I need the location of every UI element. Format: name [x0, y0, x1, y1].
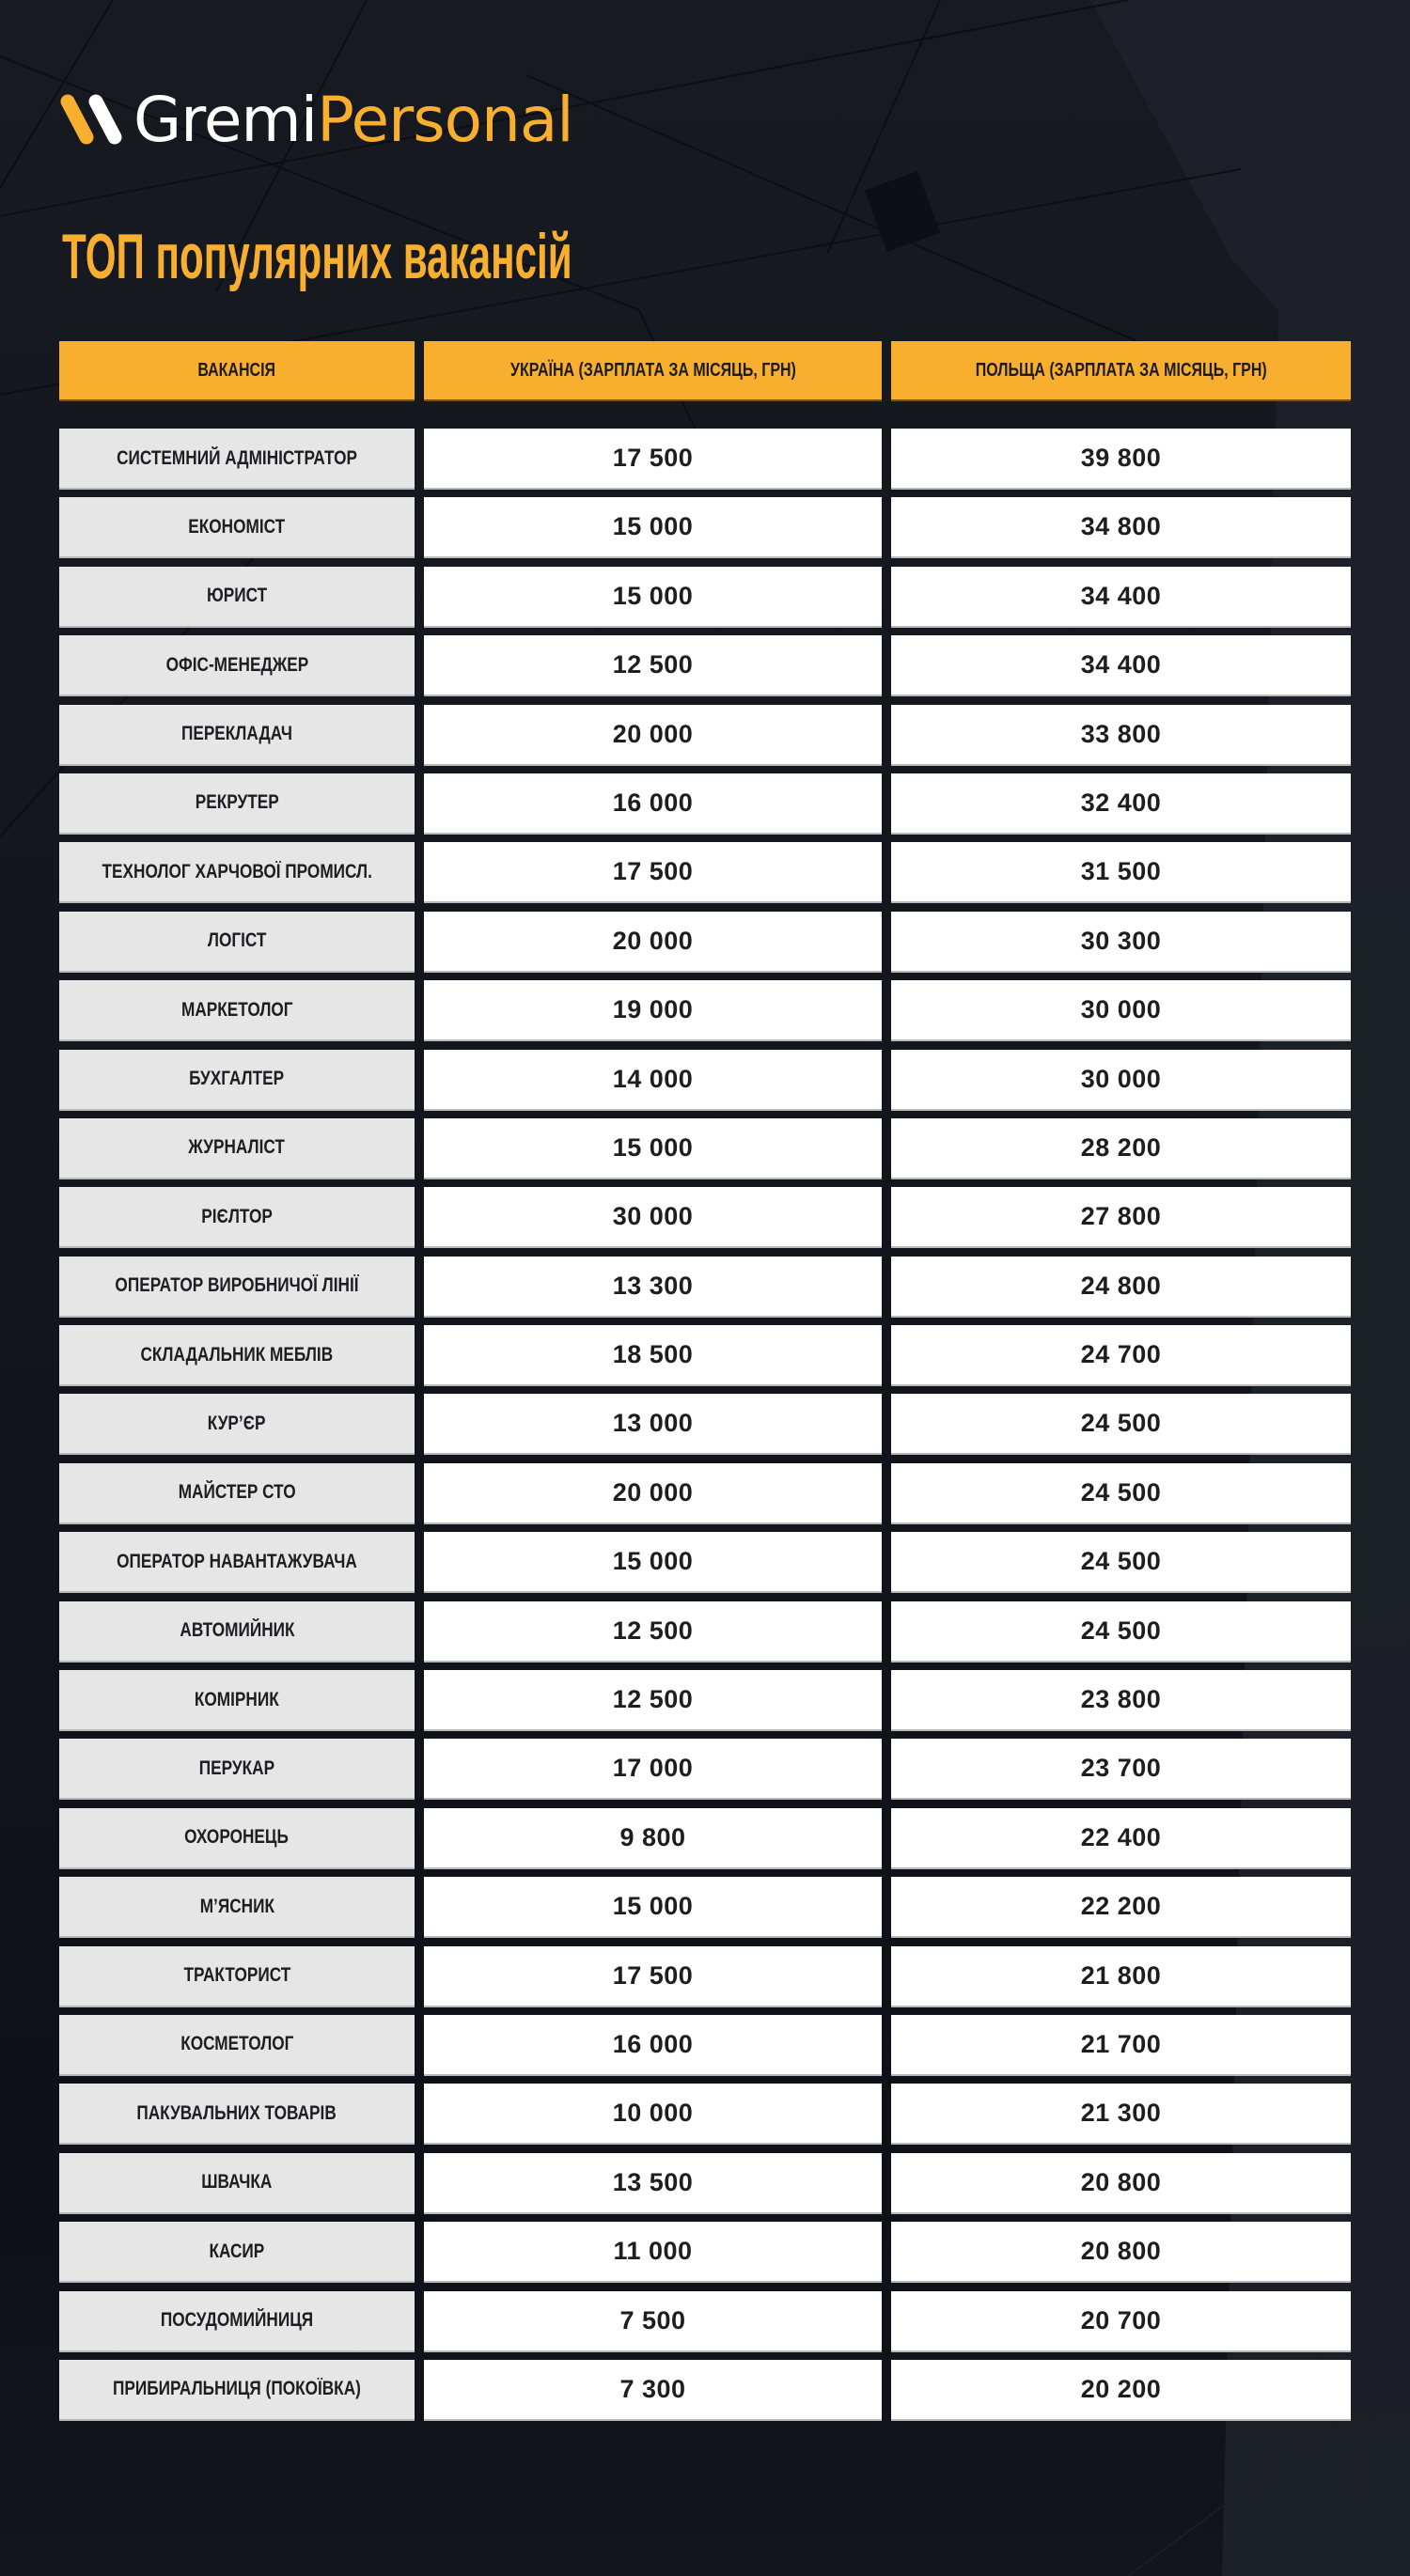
poland-salary-cell: 31 500: [891, 842, 1351, 903]
ukraine-salary-cell: 17 500: [424, 1946, 882, 2007]
poland-salary-cell: 34 400: [891, 567, 1351, 628]
table-row: [59, 429, 1351, 490]
poland-salary-cell: 24 500: [891, 1394, 1351, 1455]
table-row: [59, 1877, 1351, 1938]
table-row: [59, 1946, 1351, 2007]
table-row: [59, 773, 1351, 835]
vacancy-label: РЕКРУТЕР: [195, 791, 279, 814]
table-row: [59, 1739, 1351, 1800]
ukraine-salary-cell: 13 300: [424, 1257, 882, 1318]
brand-name-personal: Personal: [317, 84, 573, 156]
poland-salary-cell: 20 800: [891, 2153, 1351, 2214]
poland-salary-cell: 39 800: [891, 429, 1351, 490]
vacancy-label: ОХОРОНЕЦЬ: [184, 1826, 290, 1849]
poland-salary-cell: 32 400: [891, 773, 1351, 835]
table-row: [59, 980, 1351, 1041]
vacancy-label: ПОСУДОМИЙНИЦЯ: [160, 2309, 314, 2332]
vacancy-cell: [59, 1877, 415, 1938]
vacancy-cell: [59, 1601, 415, 1663]
ukraine-salary-cell: 20 000: [424, 1463, 882, 1524]
salary-table: [59, 341, 1351, 2428]
header-vacancy: ВАКАНСІЯ: [59, 341, 415, 399]
vacancy-cell: [59, 1187, 415, 1248]
vacancy-cell: [59, 497, 415, 558]
ukraine-salary-cell: 7 300: [424, 2360, 882, 2421]
double-slash-logo-icon: [56, 90, 132, 150]
table-row: [59, 2291, 1351, 2352]
ukraine-salary-cell: 15 000: [424, 1532, 882, 1593]
ukraine-salary-cell: 16 000: [424, 2015, 882, 2076]
header-ukraine: УКРАЇНА (ЗАРПЛАТА ЗА МІСЯЦЬ, ГРН): [424, 341, 882, 399]
vacancy-label: ЛОГІСТ: [207, 929, 267, 952]
table-row: [59, 1187, 1351, 1248]
vacancy-cell: [59, 705, 415, 766]
vacancy-cell: [59, 1463, 415, 1524]
table-row: [59, 1394, 1351, 1455]
ukraine-salary-cell: 14 000: [424, 1050, 882, 1111]
poland-salary-cell: 30 000: [891, 980, 1351, 1041]
table-row: [59, 1670, 1351, 1731]
vacancy-label: ОПЕРАТОР ВИРОБНИЧОЇ ЛІНІЇ: [115, 1274, 359, 1297]
ukraine-salary-cell: 13 000: [424, 1394, 882, 1455]
table-row: [59, 2084, 1351, 2145]
vacancy-label: СИСТЕМНИЙ АДМІНІСТРАТОР: [117, 446, 357, 469]
vacancy-cell: [59, 1670, 415, 1731]
vacancy-label: ПЕРЕКЛАДАЧ: [180, 723, 293, 745]
vacancy-cell: [59, 1532, 415, 1593]
table-row: [59, 635, 1351, 696]
vacancy-cell: [59, 773, 415, 835]
ukraine-salary-cell: 9 800: [424, 1808, 882, 1869]
ukraine-salary-cell: 18 500: [424, 1325, 882, 1386]
ukraine-salary-cell: 16 000: [424, 773, 882, 835]
vacancy-label: М’ЯСНИК: [199, 1895, 274, 1917]
table-header: [59, 341, 1351, 399]
vacancy-label: АВТОМИЙНИК: [179, 1619, 295, 1642]
vacancy-cell: [59, 1394, 415, 1455]
table-row: [59, 2015, 1351, 2076]
ukraine-salary-cell: 20 000: [424, 705, 882, 766]
ukraine-salary-cell: 17 500: [424, 429, 882, 490]
table-row: [59, 497, 1351, 558]
vacancy-label: БУХГАЛТЕР: [189, 1068, 285, 1090]
table-row: [59, 1463, 1351, 1524]
table-row: [59, 1325, 1351, 1386]
poland-salary-cell: 28 200: [891, 1118, 1351, 1179]
vacancy-cell: [59, 567, 415, 628]
table-row: [59, 1601, 1351, 1663]
poland-salary-cell: 22 200: [891, 1877, 1351, 1938]
table-row: [59, 912, 1351, 973]
ukraine-salary-cell: 15 000: [424, 567, 882, 628]
poland-salary-cell: 33 800: [891, 705, 1351, 766]
poland-salary-cell: 34 400: [891, 635, 1351, 696]
vacancy-cell: [59, 1808, 415, 1869]
ukraine-salary-cell: 17 000: [424, 1739, 882, 1800]
vacancy-label: ПЕРУКАР: [198, 1756, 275, 1779]
table-row: [59, 1808, 1351, 1869]
vacancy-label: ОФІС-МЕНЕДЖЕР: [165, 653, 308, 676]
ukraine-salary-cell: 12 500: [424, 1670, 882, 1731]
vacancy-label: ТЕХНОЛОГ ХАРЧОВОЇ ПРОМИСЛ.: [102, 860, 372, 882]
vacancy-cell: [59, 1946, 415, 2007]
ukraine-salary-cell: 15 000: [424, 1877, 882, 1938]
vacancy-cell: [59, 2015, 415, 2076]
vacancy-label: МАЙСТЕР СТО: [178, 1481, 296, 1504]
ukraine-salary-cell: 15 000: [424, 497, 882, 558]
vacancy-label: МАРКЕТОЛОГ: [180, 998, 293, 1021]
vacancy-label: РІЄЛТОР: [201, 1205, 273, 1227]
poland-salary-cell: 23 700: [891, 1739, 1351, 1800]
poland-salary-cell: 34 800: [891, 497, 1351, 558]
ukraine-salary-cell: 12 500: [424, 635, 882, 696]
poland-salary-cell: 21 700: [891, 2015, 1351, 2076]
ukraine-salary-cell: 20 000: [424, 912, 882, 973]
page-title: ТОП популярних вакансій: [62, 221, 572, 292]
vacancy-label: ШВАЧКА: [201, 2171, 273, 2194]
vacancy-cell: [59, 1257, 415, 1318]
table-row: [59, 567, 1351, 628]
poland-salary-cell: 24 500: [891, 1532, 1351, 1593]
ukraine-salary-cell: 11 000: [424, 2222, 882, 2283]
ukraine-salary-cell: 10 000: [424, 2084, 882, 2145]
ukraine-salary-cell: 7 500: [424, 2291, 882, 2352]
table-row: [59, 842, 1351, 903]
vacancy-label: КУР’ЄР: [208, 1412, 266, 1434]
vacancy-label: КОСМЕТОЛОГ: [180, 2033, 294, 2055]
poland-salary-cell: 24 500: [891, 1463, 1351, 1524]
vacancy-label: ЮРИСТ: [206, 585, 268, 607]
vacancy-cell: [59, 635, 415, 696]
ukraine-salary-cell: 30 000: [424, 1187, 882, 1248]
ukraine-salary-cell: 15 000: [424, 1118, 882, 1179]
table-body: [59, 429, 1351, 2421]
vacancy-label: СКЛАДАЛЬНИК МЕБЛІВ: [140, 1343, 334, 1366]
decorative-square: [865, 171, 940, 252]
poland-salary-cell: 21 300: [891, 2084, 1351, 2145]
table-row: [59, 2153, 1351, 2214]
table-row: [59, 705, 1351, 766]
ukraine-salary-cell: 19 000: [424, 980, 882, 1041]
poland-salary-cell: 23 800: [891, 1670, 1351, 1731]
poland-salary-cell: 30 300: [891, 912, 1351, 973]
vacancy-cell: [59, 1739, 415, 1800]
table-row: [59, 2360, 1351, 2421]
poland-salary-cell: 22 400: [891, 1808, 1351, 1869]
poland-salary-cell: 24 800: [891, 1257, 1351, 1318]
table-row: [59, 1257, 1351, 1318]
vacancy-cell: [59, 2153, 415, 2214]
vacancy-cell: [59, 1050, 415, 1111]
vacancy-label: ПРИБИРАЛЬНИЦЯ (ПОКОЇВКА): [113, 2378, 361, 2400]
vacancy-label: КАСИР: [209, 2240, 265, 2262]
table-row: [59, 1118, 1351, 1179]
vacancy-cell: [59, 1325, 415, 1386]
vacancy-cell: [59, 2291, 415, 2352]
table-row: [59, 1532, 1351, 1593]
vacancy-cell: [59, 912, 415, 973]
vacancy-label: ЖУРНАЛІСТ: [188, 1136, 286, 1159]
poland-salary-cell: 30 000: [891, 1050, 1351, 1111]
poland-salary-cell: 24 500: [891, 1601, 1351, 1663]
vacancy-cell: [59, 2222, 415, 2283]
vacancy-label: КОМІРНИК: [195, 1688, 279, 1710]
vacancy-cell: [59, 980, 415, 1041]
vacancy-label: ТРАКТОРИСТ: [183, 1964, 290, 1987]
brand-logo: [56, 83, 573, 158]
table-row: [59, 2222, 1351, 2283]
poland-salary-cell: 20 200: [891, 2360, 1351, 2421]
poland-salary-cell: 21 800: [891, 1946, 1351, 2007]
poland-salary-cell: 20 700: [891, 2291, 1351, 2352]
vacancy-cell: [59, 1118, 415, 1179]
vacancy-label: ПАКУВАЛЬНИХ ТОВАРІВ: [136, 2101, 337, 2124]
header-poland: ПОЛЬЩА (ЗАРПЛАТА ЗА МІСЯЦЬ, ГРН): [891, 341, 1351, 399]
vacancy-cell: [59, 2084, 415, 2145]
ukraine-salary-cell: 12 500: [424, 1601, 882, 1663]
vacancy-cell: [59, 2360, 415, 2421]
vacancy-label: ОПЕРАТОР НАВАНТАЖУВАЧА: [117, 1550, 357, 1572]
brand-name-gremi: Gremi: [133, 84, 318, 156]
table-row: [59, 1050, 1351, 1111]
vacancy-label: ЕКОНОМІСТ: [188, 515, 286, 538]
ukraine-salary-cell: 13 500: [424, 2153, 882, 2214]
poland-salary-cell: 27 800: [891, 1187, 1351, 1248]
vacancy-cell: [59, 842, 415, 903]
ukraine-salary-cell: 17 500: [424, 842, 882, 903]
vacancy-cell: [59, 429, 415, 490]
brand-name: [133, 84, 573, 156]
poland-salary-cell: 24 700: [891, 1325, 1351, 1386]
poland-salary-cell: 20 800: [891, 2222, 1351, 2283]
